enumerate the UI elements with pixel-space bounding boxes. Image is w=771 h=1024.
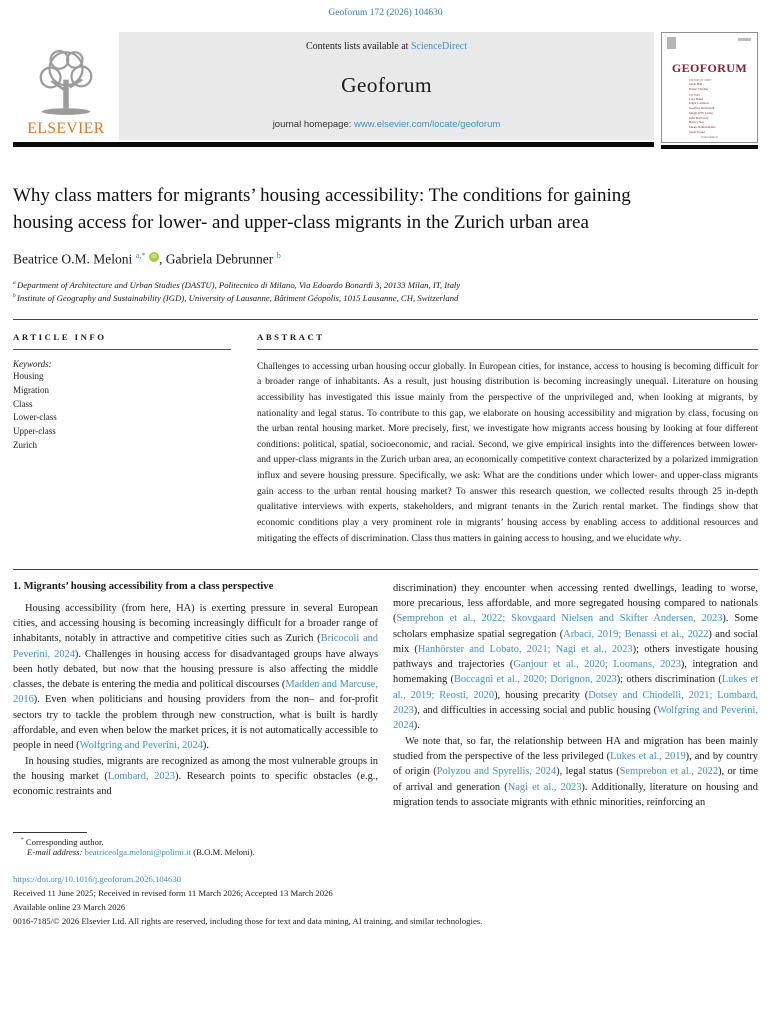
text-span: In housing studies, migrants are recognized as among the most vulnerable groups in the housing market ( — [13, 755, 378, 782]
text-span: ). — [413, 720, 420, 732]
text-span: ), and difficulties in accessing social and public housing ( — [413, 705, 658, 717]
doi-link[interactable]: https://doi.org/10.1016/j.geoforum.2026.104630 — [13, 874, 182, 885]
journal-banner — [119, 32, 654, 140]
paragraph — [393, 581, 758, 734]
citation-link[interactable]: Bricocoli and Peverini, 2024 — [13, 633, 378, 660]
keyword-item: Lower-class — [13, 412, 57, 423]
keyword-item: Housing — [13, 370, 44, 381]
citation-link[interactable]: beatriceolga.meloni@polimi.it — [84, 847, 192, 858]
text-span: Institute of Geography and Sustainability (IGD), University of Lausanne, Bâtiment Géopolis, 1015 Lausanne, CH, Switzerland — [17, 293, 459, 304]
citation-link[interactable]: Lombard, 2023 — [107, 770, 175, 782]
text-span: ), legal status ( — [556, 766, 620, 778]
received-dates: Received 11 June 2025; Received in revised form 11 March 2026; Accepted 13 March 2026 — [13, 888, 333, 899]
cover-name: Edgar Cardenas — [689, 101, 709, 106]
journal-cover-thumbnail[interactable] — [661, 32, 758, 143]
citation-link[interactable]: Hanhörster and Lobato, 2021; Nagi et al., 2023 — [417, 643, 633, 655]
cover-chiefs — [689, 82, 752, 92]
citation-link[interactable]: Wolfgring and Peverini, 2024 — [393, 705, 758, 732]
journal-name: Geoforum — [341, 73, 432, 97]
citation-link[interactable]: Boccagni et al., 2020; Dorignon, 2023 — [454, 674, 617, 686]
abstract-column — [257, 332, 758, 553]
cover-journal-title: GEOFORUM — [671, 61, 748, 75]
citation-link[interactable]: Semprebon et al., 2022 — [619, 766, 719, 778]
cover-chiefs-label: EDITORS IN CHIEF — [689, 79, 712, 82]
journal-citation: Geoforum 172 (2026) 104630 — [328, 8, 443, 18]
paragraph — [13, 279, 758, 292]
journal-homepage-line — [125, 119, 648, 130]
body-right-paragraphs — [393, 581, 758, 810]
elsevier-logo — [13, 32, 119, 140]
journal-header — [13, 32, 758, 149]
article-info-heading: ARTICLE INFO — [13, 332, 231, 350]
text-span: ). Additionally, literature on housing and migration tends to associate migrants with ethnic minorities, reinforcing an — [393, 781, 758, 808]
citation-link[interactable]: Semprebon et al., 2022; Skovgaard Nielsen and Skifter Andersen, 2023 — [396, 613, 723, 625]
text-span: We note that, so far, the relationship between HA and migration has been mainly studied from the perspective of the less privileged ( — [393, 735, 758, 762]
cover-name: Harvey Neo — [689, 120, 705, 125]
body-columns — [13, 581, 758, 810]
text-span: ). — [202, 740, 209, 752]
text-span: (B.O.M. Meloni). — [191, 847, 255, 858]
footnote-block — [13, 832, 758, 857]
paragraph — [13, 601, 378, 754]
text-span: ); others discrimination ( — [616, 674, 722, 686]
cover-name: Robert Fletcher — [689, 86, 709, 91]
text-span: Contents lists available at — [305, 41, 411, 52]
cover-rule — [661, 145, 758, 149]
corresponding-author-note — [13, 837, 758, 847]
text-span: E-mail address: — [27, 847, 85, 858]
text-span: ). Research points to specific obstacles (e.g., economic restraints and — [13, 770, 378, 798]
text-span: a — [13, 279, 18, 286]
text-span: ). Even when politicians and housing providers from the non– and for-profit sectors try to tackle the problem through new construction, what is built is hardly affordable, and even when below the market prices, it is not automatically accessible to people in need ( — [13, 694, 378, 752]
text-span: ), or time of arrival and generation ( — [393, 766, 758, 793]
contents-lists-line — [125, 41, 648, 52]
cover-name: Sarah Turner — [689, 130, 706, 135]
cover-name: Julie MacLeavy — [689, 115, 709, 120]
text-span: Challenges to accessing urban housing occur globally. In European cities, for instance, access to housing is becoming difficult for a broader range of inhabitants. As a result, just housing distribution is becoming increasingly unequal. Literature on housing accessibility has investigated this issue mainly from the perspective of the unprivileged and, when looking at migrants, by nationality and legal status. To contribute to this gap, we elaborate on housing accessibility and migration by class, focusing on the urban rental housing market. More precisely, first, we investigate how migrants access housing by looking at four different conditions: political, spatial, socioeconomic, and racial. Second, we give empirical insights into the differences between lower- and upper-class migrants in the Zurich urban area, an economically competitive context characterized by a polarized immigration influx and severe housing pressure. Specifically, we ask: What are the conditions under which lower- and upper-class migrants gain access to the urban rental housing market? To answer this research question, we collected results through 25 in-depth qualitative interviews with experts, stakeholders, and migrant tenants in the Zurich rental market. The findings show that economic conditions play a very prominent role in migrants’ housing access by enabling access to additional resources and mitigating the effects of discrimination. Class thus matters in gaining access to housing, and we elucidate — [257, 360, 758, 544]
citation-link[interactable]: Wolfgring and Peverini, 2024 — [79, 740, 203, 752]
footer-block — [13, 873, 758, 929]
citation-link[interactable]: Ganjour et al., 2020; Loomans, 2023 — [513, 659, 681, 671]
orcid-icon[interactable]: iD — [149, 252, 159, 262]
keywords-list — [13, 370, 231, 454]
citation-link[interactable]: Lukes et al., 2019 — [610, 750, 686, 762]
text-span: . — [678, 532, 682, 544]
cover-name: Lucy Baker — [689, 96, 704, 101]
citation-link[interactable]: Dotsey and Chiodelli, 2021; Lombard, 2023 — [393, 689, 758, 717]
cover-publisher-mark — [667, 37, 676, 49]
cover-name: Maggi W.H. Leung — [689, 110, 713, 115]
text-span: b — [13, 293, 18, 300]
keyword-item: Zurich — [13, 440, 37, 451]
keywords-label: Keywords: — [13, 358, 52, 369]
paragraph — [393, 734, 758, 810]
text-span: Beatrice O.M. Meloni — [13, 251, 136, 267]
section-1-heading: 1. Migrants’ housing accessibility from a class perspective — [13, 580, 274, 592]
text-span: Corresponding author. — [23, 837, 104, 848]
text-span: ). Challenges in housing access for disadvantaged groups have always been hotly debated, but now that the housing pressure is also affecting the middle classes, the debate is entering the media and political discourses ( — [13, 648, 378, 691]
citation-link[interactable]: ScienceDirect — [410, 41, 468, 52]
text-span: ), integration and homemaking ( — [393, 659, 758, 686]
cover-name: Geoffrey DeVerteuil — [689, 106, 715, 111]
citation-link[interactable]: Arbaci, 2019; Benassi et al., 2022 — [563, 628, 709, 640]
body-right-column — [393, 581, 758, 810]
keyword-item: Class — [13, 398, 33, 409]
elsevier-tree-icon — [33, 46, 99, 120]
keyword-item: Migration — [13, 384, 49, 395]
keyword-item: Upper-class — [13, 426, 56, 437]
copyright-line: 0016-7185/© 2026 Elsevier Ltd. All rights are reserved, including those for text and data mining, AI training, and similar technologies. — [13, 915, 483, 926]
available-online: Available online 23 March 2026 — [13, 901, 126, 912]
elsevier-wordmark: ELSEVIER — [27, 120, 105, 137]
text-span: * — [21, 837, 24, 844]
text-span: ). Some scholars emphasize spatial segregation ( — [393, 613, 759, 640]
text-span: ) and social mix ( — [393, 628, 758, 655]
text-span: ), housing precarity ( — [494, 689, 589, 701]
article-title: Why class matters for migrants’ housing accessibility: The conditions for gaining housing access for lower- and upper-class migrants in the Zurich urban area — [13, 185, 631, 233]
text-span: , Gabriela Debrunner — [158, 251, 277, 267]
citation-link[interactable]: Lukes et al., 2019; Reosti, 2020 — [393, 674, 758, 701]
footnote-rule — [13, 832, 87, 833]
text-span: ), and by country of origin ( — [393, 750, 758, 778]
abstract-heading: ABSTRACT — [257, 332, 758, 350]
citation-link[interactable]: Polyzou and Spyrellis, 2024 — [436, 766, 557, 778]
text-span: a,* — [135, 251, 146, 261]
text-span: Housing accessibility (from here, HA) is exerting pressure in several European cities, and accessing housing is becoming increasingly difficult for a broader range of inhabitants, notably in attractive and competitive cities such as Zurich ( — [13, 602, 378, 645]
cover-footer-text: ScienceDirect — [701, 135, 718, 139]
body-left-paragraphs — [13, 601, 378, 800]
header-main-inner — [13, 32, 654, 140]
header-rule — [13, 142, 654, 147]
cover-editor-lists — [667, 79, 752, 135]
author-line — [13, 251, 758, 268]
info-abstract-section — [13, 320, 758, 570]
affiliations — [13, 279, 758, 306]
cover-editors — [689, 97, 752, 135]
text-span: Department of Architecture and Urban Studies (DASTU), Politecnico di Milano, Via Edoardo Bonardi 3, 20133 Milan, IT, Italy — [17, 279, 461, 290]
text-span: journal homepage: — [272, 119, 355, 130]
text-span: b — [276, 251, 281, 261]
cover-name: Sarah Hall — [689, 82, 703, 86]
body-left-column — [13, 581, 378, 810]
abstract-text — [257, 359, 758, 547]
citation-link[interactable]: Nagi et al., 2023 — [507, 781, 582, 793]
text-span: why — [663, 532, 679, 544]
email-note — [13, 847, 758, 857]
cover-name: Maano Ramutsindela — [689, 125, 716, 130]
paragraph — [13, 292, 758, 305]
text-span: discrimination) they encounter when accessing rented dwellings, leading to worse, more precarious, less affordable, and more segregated housing compared to nationals ( — [393, 582, 758, 625]
cover-editors-label: EDITORS — [689, 93, 700, 97]
text-span: ); others investigate housing pathways and trajectories ( — [393, 643, 758, 671]
journal-cover-wrap — [661, 32, 758, 149]
article-info-column — [13, 332, 231, 553]
citation-link[interactable]: Madden and Marcuse, 2016 — [13, 679, 378, 706]
header-main — [13, 32, 654, 149]
citation-link[interactable]: www.elsevier.com/locate/geoforum — [354, 119, 501, 130]
paragraph — [13, 754, 378, 800]
cover-issue-mark — [738, 38, 751, 41]
